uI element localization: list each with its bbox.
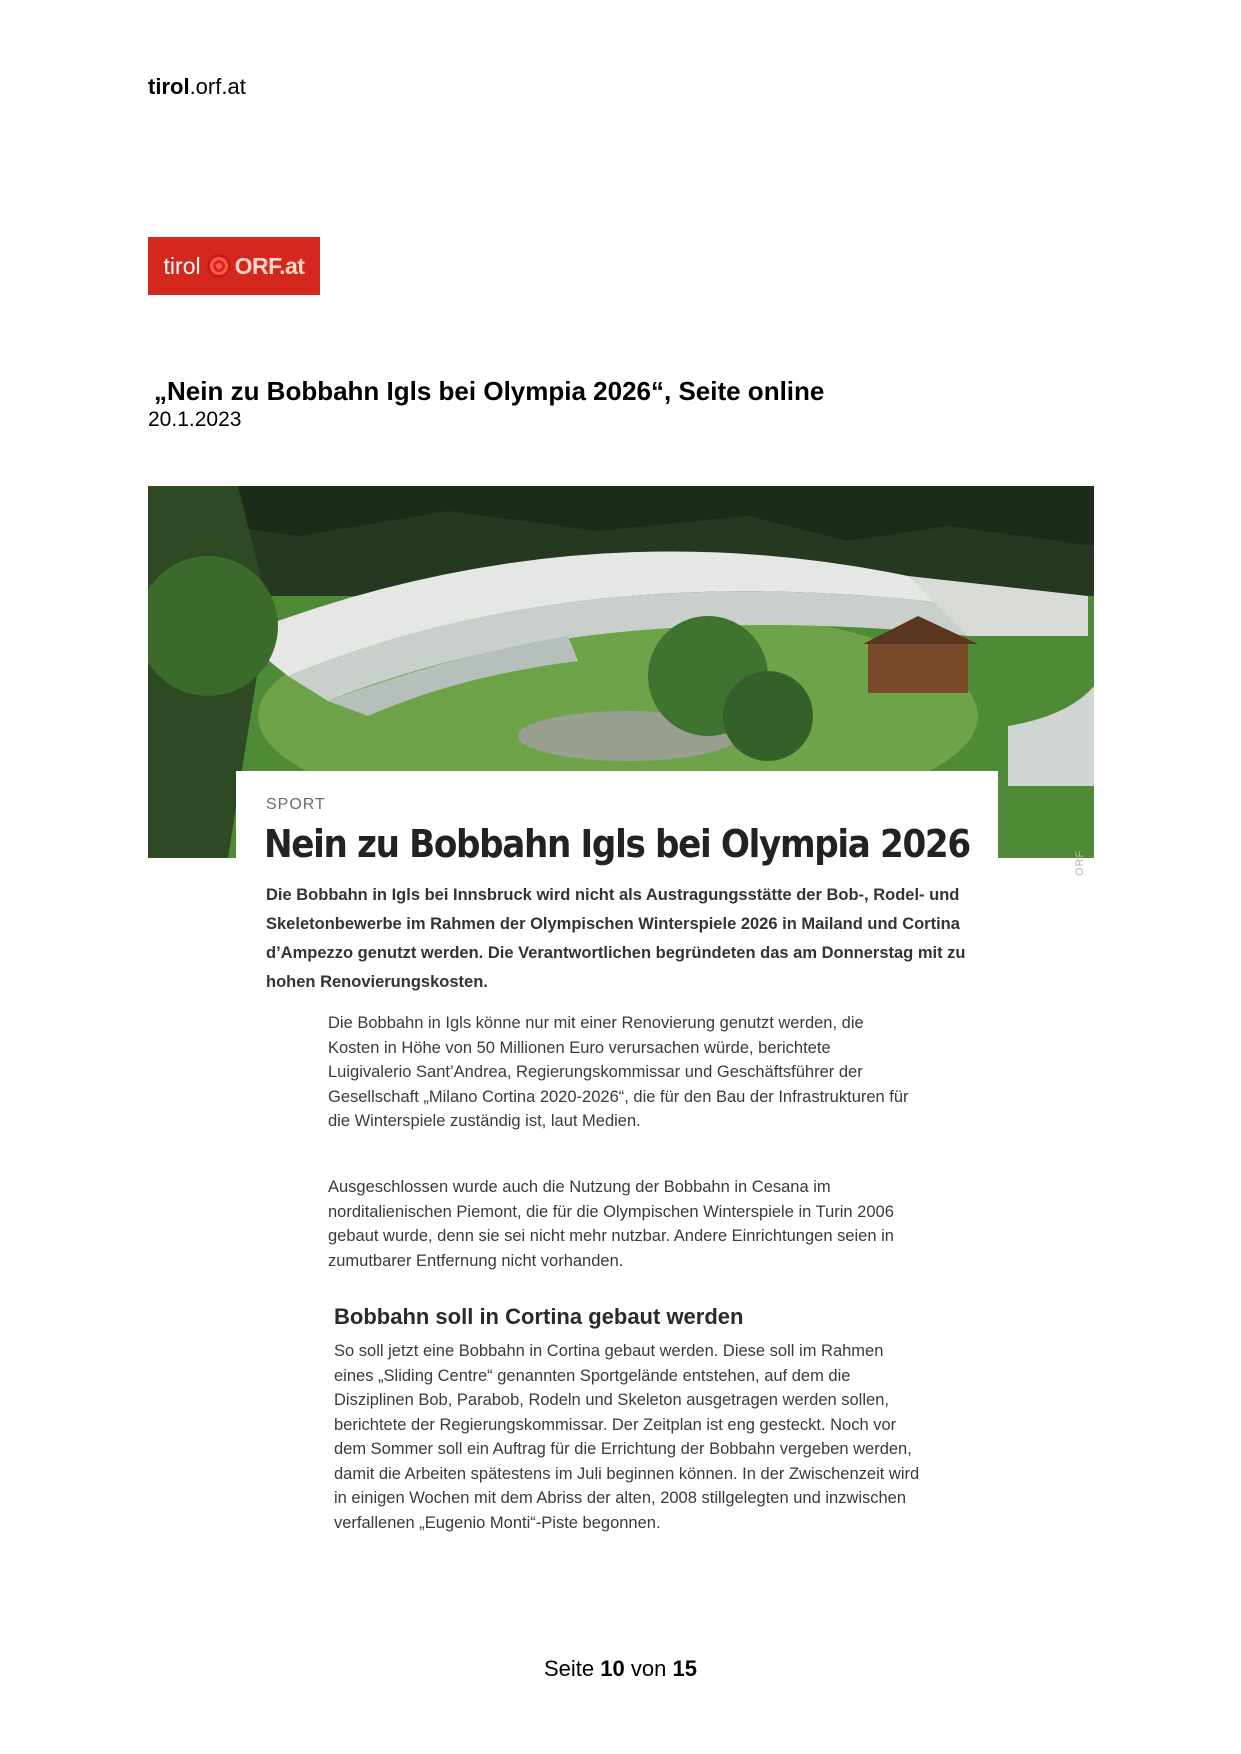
footer-prefix: Seite	[544, 1656, 595, 1681]
photo-credit: ORF	[1074, 849, 1086, 876]
site-url-bold: tirol	[148, 74, 190, 99]
article-kicker: SPORT	[266, 796, 326, 813]
orf-tirol-logo	[148, 237, 320, 295]
article-paragraph: Die Bobbahn in Igls könne nur mit einer Renovierung genutzt werden, die Kosten in Höhe von 50 Millionen Euro verursachen würde, berichtete Luigivalerio Sant’Andrea, Regierungskommissar und Geschäftsführer der Gesellschaft „Milano Cortina 2020-2026“, die für den Bau der Infrastrukturen für die Winterspiele zuständig ist, laut Medien.	[328, 1014, 909, 1130]
footer-total-pages: 15	[672, 1656, 697, 1681]
article-lead: Die Bobbahn in Igls bei Innsbruck wird nicht als Austragungsstätte der Bob-, Rodel- und Skeletonbewerbe im Rahmen der Olympischen Winterspiele 2026 in Mailand und Cortina d’Ampezzo genutzt werden. Die Verantwortlichen begründeten das am Donnerstag mit zu hohen Renovierungskosten.	[266, 886, 966, 991]
footer-current-page: 10	[600, 1656, 625, 1681]
logo-left-text: tirol	[163, 252, 201, 279]
article-paragraph: Ausgeschlossen wurde auch die Nutzung der Bobbahn in Cesana im norditalienischen Piemont, die für die Olympischen Winterspiele in Turin 2006 gebaut wurde, denn sie sei nicht mehr nutzbar. Andere Einrichtungen seien in zumutbarer Entfernung nicht vorhanden.	[328, 1178, 894, 1270]
page-footer	[0, 1656, 1241, 1682]
document-date: 20.1.2023	[148, 408, 242, 431]
article-subheading: Bobbahn soll in Cortina gebaut werden	[334, 1304, 744, 1329]
article-headline: Nein zu Bobbahn Igls bei Olympia 2026	[264, 822, 970, 866]
site-url-rest: .orf.at	[189, 74, 246, 99]
site-url	[148, 74, 246, 100]
orf-target-icon	[207, 254, 231, 278]
document-title: „Nein zu Bobbahn Igls bei Olympia 2026“, Seite online	[154, 376, 825, 406]
logo-right-text: ORF.at	[234, 252, 305, 279]
article-paragraph: So soll jetzt eine Bobbahn in Cortina gebaut werden. Diese soll im Rahmen eines „Sliding Centre“ genannten Sportgelände entstehen, auf dem die Disziplinen Bob, Parabob, Rodeln und Skeleton ausgetragen werden sollen, berichtete der Regierungskommissar. Der Zeitplan ist eng gesteckt. Noch vor dem Sommer soll ein Auftrag für die Errichtung der Bobbahn vergeben werden, damit die Arbeiten spätestens im Juli beginnen können. In der Zwischenzeit wird in einigen Wochen mit dem Abriss der alten, 2008 stillgelegten und inzwischen verfallenen „Eugenio Monti“-Piste begonnen.	[334, 1342, 920, 1532]
footer-separator: von	[630, 1656, 667, 1681]
